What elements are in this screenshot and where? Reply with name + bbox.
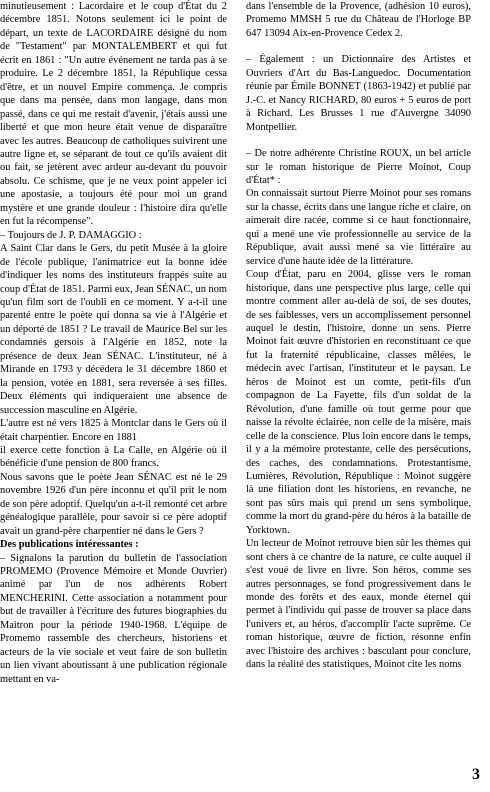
montclar-paragraph: L'autre est né vers 1825 à Montclar dans le Gers où il était charpentier. Encore en 1881 — [0, 418, 227, 443]
damaggio-line: – Toujours de J. P. DAMAGGIO : — [0, 229, 142, 241]
dictionnaire-paragraph: – Également : un Dictionnaire des Artistes et Ouvriers d'Art du Bas-Languedoc. Documentation réunie par Émile BONNET (1863-1942) et publié par J.-C. et Nancy RICHARD, 80 euros + 5 euros de port à Richard. Les Brusses 1 rue d'Auvergne 34090 Montpellier. — [246, 54, 471, 133]
lecteur-paragraph: Un lecteur de Moinot retrouve bien sûr les thèmes qui sont chers à ce chantre de la nature, ce culte auquel il s'est voué de livre en livre. Son héros, comme ses autres personnages, se fond progressivement dans le monde des forêts et des eaux, monde éternel qui permet à l'individu qui passe de trouver sa place dans l'univers et, au héros, d'accomplir l'acte suprême. Ce roman historique, œuvre de fiction, résonne enfin avec l'histoire des archives : basculant pour conclure, dans la réalité des statistiques, Moinot cite les noms — [246, 538, 471, 671]
publications-heading: Des publications intéressantes : — [0, 539, 139, 551]
left-column — [0, 0, 227, 686]
intro-paragraph: minutieusement : Lacordaire et le coup d'État du 2 décembre 1851. Notons seulement ici le point de départ, un texte de LACORDAIRE désigné du nom de "Testament" par MONTALEMBERT et qui fut écrit en 1861 : "Un autre événement ne tarda pas à se produire. Le 2 décembre 1851, la République cessa d'être, et un nouvel Empire commença. Je compris que dans ma pensée, dans mon langage, dans mon passé, dans ce qui me restait d'avenir, j'étais aussi une liberté et que mon heure était venue de disparaître avec les autres. Beaucoup de catholiques suivirent une autre ligne et, se séparant de tout ce qu'ils avaient dit ou fait, se jetèrent avec ardeur au-devant du pouvoir absolu. Ce schisme, que je ne veux point appeler ici une apostasie, a toujours été pour moi un grand mystère et une grande douleur : l'histoire dira qu'elle en fut la récompense". — [0, 1, 227, 228]
la-calle-paragraph: il exerce cette fonction à La Calle, en Algérie où il bénéficie d'une pension de 800 francs. — [0, 444, 227, 470]
coup-detat-paragraph: Coup d'État, paru en 2004, glisse vers le roman historique, dans une perspective plus large, celle qui montre comment aller au-delà de soi, de ses doutes, de ses faiblesses, vers un accomplissement personnel auquel le destin, l'histoire, donne un sens. Pierre Moinot fait œuvre d'historien en reconstituant ce que fut la fraternité républicaine, classes mêlées, le médecin avec l'artisan, l'instituteur et le paysan. Le héros de Moinot est un comte, petit-fils d'un compagnon de La Fayette, fils d'un soldat de la Révolution, d'une famille où tout germe pour que naisse la révolte éclairée, non celle de la misère, mais celle de la conscience. Plus loin encore dans le temps, il y a la mémoire protestante, celle des persécutions, des caches, des condamnations. Protestantisme, Lumières, Révolution, République : Moinot suggère là une filiation dont les historiens, en revanche, ne sont pas sûrs mais qui prend un sens symbolique, comme la mort du grand-père du héros à la bataille de Yorktown. — [246, 269, 471, 536]
promemo-paragraph: – Signalons la parution du bulletin de l'association PROMEMO (Provence Mémoire et Monde Ouvrier) animé par l'un de nos adhérents Robert MENCHERINI. Cette association a notamment pour but de travailler à l'écriture des futures biographies du Maitron pour la période 1940-1968. L'équipe de Promemo rassemble des chercheurs, historiens et acteurs de la vie sociale et veut faire de son bulletin un lien vivant aboutissant à une publication régionale mettant en va- — [0, 552, 227, 685]
moinot-paragraph: On connaissait surtout Pierre Moinot pour ses romans sur la chasse, écrits dans une langue riche et claire, on aimerait dire racée, comme si ce haut fonctionnaire, qui a mené une vie professionnelle au service de la République, avait aussi mené sa vie littéraire au service d'une haute idée de la littérature. — [246, 188, 471, 267]
promemo-continued-paragraph: dans l'ensemble de la Provence, (adhésion 10 euros), Promemo MMSH 5 rue du Château de l'Horloge BP 647 13094 Aix-en-Provence Cedex 2. — [246, 1, 471, 39]
roux-intro-paragraph: – De notre adhérente Christine ROUX, un bel article sur le roman historique de Pierre Moinot, Coup d'État* : — [246, 148, 471, 186]
page-number: 3 — [472, 766, 480, 783]
senac-paragraph: Nous savons que le poète Jean SÉNAC est né le 29 novembre 1926 d'un père inconnu et qu'il prit le nom de son père adoptif. Quelqu'un a-t-il remonté cet arbre généalogique parallèle, pour savoir si ce père adoptif avait un grand-père charpentier né dans le Gers ? — [0, 471, 227, 537]
right-column — [246, 0, 471, 672]
saint-clar-paragraph: A Saint Clar dans le Gers, du petit Musée à la gloire de l'école publique, l'animatrice eut la bonne idée d'indiquer les noms des instituteurs frappés suite au coup d'État de 1851. Parmi eux, Jean SÉNAC, un nom qu'un film sort de l'oubli en ce moment. Y a-t-il une parenté entre le poète qui donna sa vie à l'Algérie et un déporté de 1851 ? Le travail de Maurice Bel sur les condamnés gersois à l'Algérie en 1852, note la présence de deux Jean SÉNAC. L'instituteur, né à Mirande en 1793 y décédera le 31 décembre 1860 et la pension, votée en 1881, sera reversée à ses filles. Deux éléments qui indiqueraient une absence de succession masculine en Algérie. — [0, 243, 227, 416]
